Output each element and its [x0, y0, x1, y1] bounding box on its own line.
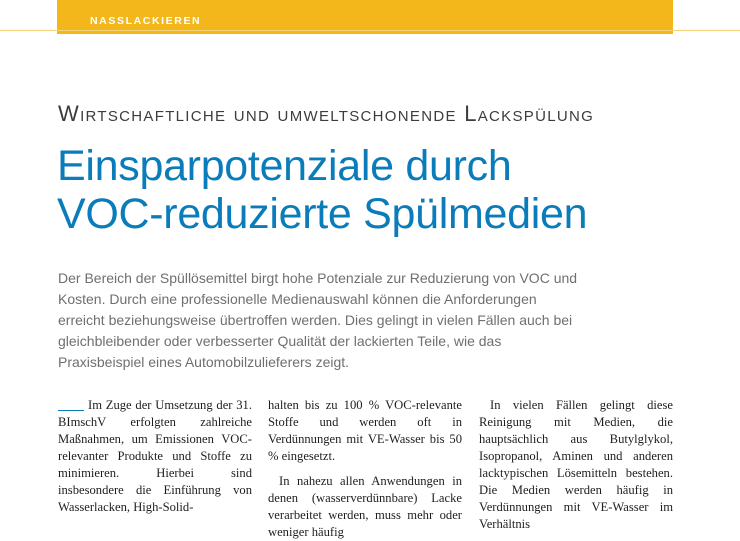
paragraph-text: Im Zuge der Umsetzung der 31. BImschV erfolgten zahlreiche Maßnahmen, um Emissionen VOC-relevanter Produkte und Stoffe zu minimieren. Hierbei sind insbesondere die Einführung von Wasserlacken, High-Solid-	[58, 398, 252, 514]
article-kicker: Wirtschaftliche und umweltschonende Lackspülung	[58, 101, 595, 126]
body-paragraph: halten bis zu 100 % VOC-relevante Stoffe und werden oft in Verdünnungen mit VE-Wasser bis 50 % eingesetzt.	[268, 398, 462, 463]
body-column-2	[268, 397, 462, 541]
section-header-band	[57, 0, 673, 34]
section-label: NASSLACKIEREN	[90, 15, 202, 27]
headline-line-1: Einsparpotenziale durch	[57, 142, 512, 190]
body-paragraph	[58, 397, 252, 516]
paragraph-start-rule	[58, 410, 84, 411]
body-paragraph: In nahezu allen Anwendungen in denen (wasserverdünnbare) Lacke verarbeitet werden, muss mehr oder weniger häufig	[268, 474, 462, 539]
body-paragraph: In vielen Fällen gelingt diese Reinigung mit Medien, die hauptsächlich aus Butylglykol, Isopropanol, Aminen und anderen lacktypischen Lösemitteln bestehen. Die Medien werden häufig in Verdünnungen mit VE-Wasser im Verhältnis	[479, 398, 673, 531]
header-rule	[0, 30, 740, 31]
body-column-3	[479, 397, 673, 533]
article-lead: Der Bereich der Spüllösemittel birgt hohe Potenziale zur Reduzierung von VOC und Kosten. Durch eine professionelle Medienauswahl können die Anforderungen erreicht beziehungsweise übertroffen werden. Dies gelingt in vielen Fällen auch bei gleichbleibender oder verbesserter Qualität der lackierten Teile, wie das Praxisbeispiel eines Automobilzulieferers zeigt.	[58, 270, 578, 370]
headline-line-2: VOC-reduzierte Spülmedien	[57, 190, 588, 238]
body-column-1	[58, 397, 252, 516]
article-headline	[57, 142, 717, 238]
